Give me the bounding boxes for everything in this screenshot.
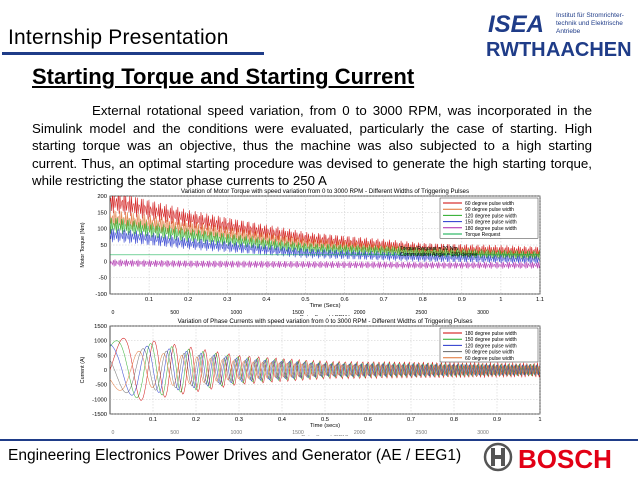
- title-underline: [2, 52, 264, 55]
- x-tick-label: 0.3: [223, 297, 232, 303]
- x-axis-label: Time (secs): [309, 423, 341, 429]
- legend-label: 150 degree pulse width: [465, 337, 517, 344]
- legend-label: 120 degree pulse width: [465, 343, 517, 350]
- institute-line-2: technik und Elektrische: [556, 20, 623, 27]
- footer-text: Engineering Electronics Power Drives and Generator (AE / EEG1): [8, 447, 462, 464]
- legend-label: 180 degree pulse width: [465, 225, 517, 232]
- x-tick-label: 0.8: [418, 297, 427, 303]
- x-tick-label: 0.1: [148, 417, 158, 423]
- y-tick-label: -50: [98, 275, 107, 282]
- x-tick-label: 1.1: [535, 297, 545, 303]
- y-tick-label: 100: [97, 226, 107, 233]
- x2-tick-label: 500: [170, 430, 179, 436]
- x2-tick-label: 0: [111, 310, 115, 316]
- x-tick-label: 1: [538, 417, 542, 423]
- chart-title: Variation of Phase Currents with speed variation from 0 to 3000 RPM - Different Widths of Triggering Pulses: [177, 318, 473, 325]
- legend-label: 120 degree pulse width: [465, 213, 517, 220]
- current-chart: [80, 318, 550, 436]
- y-tick-label: 1000: [94, 338, 107, 345]
- legend-label: 90 degree pulse width: [465, 207, 514, 214]
- x-tick-label: 0.7: [379, 297, 388, 303]
- y-tick-label: 0: [103, 259, 107, 266]
- chart-title: Variation of Motor Torque with speed variation from 0 to 3000 RPM - Different Widths of Triggering Pulses: [180, 188, 470, 195]
- legend-label: 90 degree pulse width: [465, 349, 514, 356]
- x-tick-label: 0.2: [184, 297, 193, 303]
- legend-label: Torque Request: [465, 232, 501, 238]
- x-tick-label: 0.4: [262, 297, 271, 303]
- x2-tick-label: 3000: [477, 430, 489, 436]
- y-tick-label: -500: [95, 382, 107, 389]
- x-tick-label: 0.9: [492, 417, 502, 423]
- x-tick-label: 0.2: [191, 417, 201, 423]
- x2-tick-label: 2000: [353, 310, 366, 316]
- y-tick-label: 0: [103, 368, 107, 374]
- x2-tick-label: 2500: [415, 310, 428, 316]
- chart-annotation: Commutation Angle = 180 degree: [400, 252, 478, 258]
- y-tick-label: 150: [97, 210, 107, 217]
- institute-line-1: Institut für Stromrichter-: [556, 12, 624, 19]
- y-tick-label: 1500: [94, 324, 107, 330]
- x2-tick-label: 2000: [353, 430, 366, 436]
- x2-tick-label: 1000: [230, 430, 243, 436]
- bosch-wordmark: BOSCH: [518, 444, 612, 474]
- y-tick-label: 50: [100, 243, 107, 249]
- y-tick-label: -1500: [92, 412, 107, 418]
- x-tick-label: 0.4: [277, 417, 287, 423]
- x2-tick-label: 3000: [477, 310, 489, 316]
- slide-heading: Starting Torque and Starting Current: [32, 64, 415, 89]
- x-tick-label: 0.9: [457, 297, 466, 303]
- x-tick-label: 1: [499, 297, 503, 303]
- y-axis-label: Current (A): [80, 356, 86, 384]
- y-tick-label: 200: [97, 194, 107, 200]
- y-tick-label: 500: [97, 353, 107, 360]
- y-tick-label: -1000: [92, 397, 107, 404]
- chart-annotation: Torque Request = 20 Nm: [400, 246, 458, 252]
- isea-logo-text: ISEA: [488, 11, 545, 38]
- x-tick-label: 0.8: [449, 417, 459, 423]
- legend-label: 180 degree pulse width: [465, 331, 517, 337]
- x-axis-label: Time (Secs): [309, 303, 341, 309]
- torque-chart: [80, 188, 550, 316]
- aachen-logo-text: AACHEN: [546, 39, 632, 60]
- x-tick-label: 0.5: [320, 417, 330, 423]
- x-tick-label: 0.3: [234, 417, 244, 423]
- x2-axis-label: [301, 435, 349, 436]
- x2-tick-label: 1500: [292, 430, 304, 436]
- x-tick-label: 0.6: [340, 297, 349, 303]
- slide-body-text: External rotational speed variation, from 0 to 3000 RPM, was incorporated in the Simulink model and the conditions were evaluated, particularly the case of starting. High starting torque was an objective, thus the machine was also subjected to a high starting current. Thus, an optimal starting procedure was devised to generate the high starting torque, while restricting the stator phase currents to 250 A: [32, 103, 592, 189]
- x2-tick-label: 0: [111, 430, 115, 436]
- x-tick-label: 0.7: [406, 417, 416, 423]
- x2-tick-label: 500: [170, 310, 179, 316]
- x-tick-label: 0.5: [301, 297, 310, 303]
- slide-title: Internship Presentation: [8, 26, 229, 49]
- y-tick-label: -100: [95, 292, 107, 298]
- bosch-logo: [482, 440, 632, 474]
- x2-axis-label: [300, 315, 351, 316]
- institute-logo: [472, 8, 632, 60]
- y-axis-label: Motor Torque (Nm): [80, 222, 86, 268]
- legend-label: 150 degree pulse width: [465, 219, 517, 226]
- bosch-armature-bar: [491, 455, 505, 459]
- x-tick-label: 0.1: [145, 297, 154, 303]
- legend-label: 60 degree pulse width: [465, 355, 514, 362]
- x2-tick-label: 2500: [415, 430, 428, 436]
- x2-tick-label: 1000: [230, 310, 243, 316]
- rwth-logo-text: RWTH: [486, 39, 546, 60]
- x2-tick-label: 1500: [292, 310, 304, 316]
- institute-line-3: Antriebe: [556, 28, 581, 35]
- legend-label: 60 degree pulse width: [465, 201, 514, 207]
- x-tick-label: 0.6: [363, 417, 373, 423]
